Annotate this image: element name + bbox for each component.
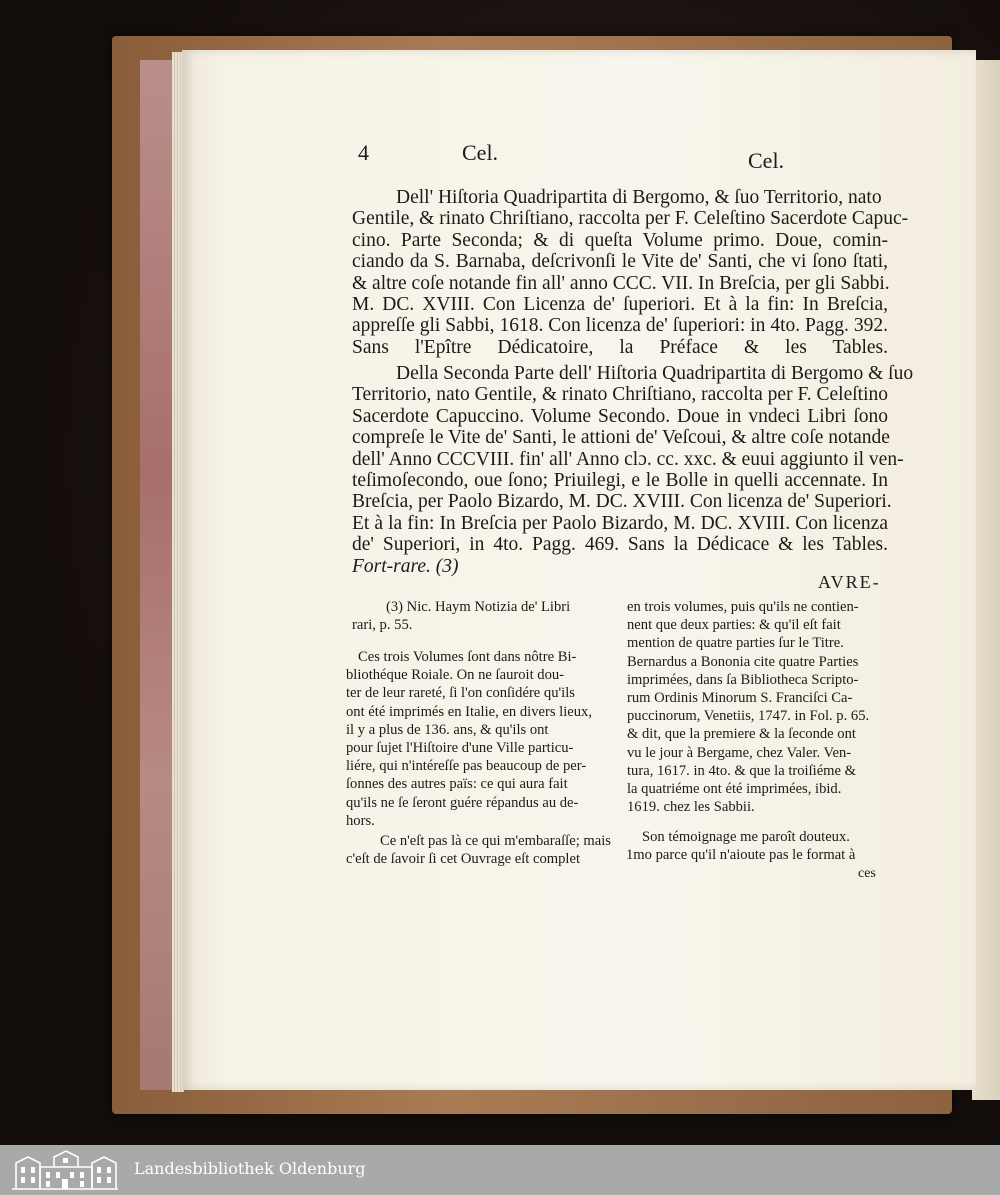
column-line: Ces trois Volumes ſont dans nôtre Bi- — [358, 649, 577, 665]
column-line: Ce n'eſt pas là ce qui m'embaraſſe; mais — [380, 833, 611, 849]
left-column-paragraph-2 — [346, 832, 610, 868]
library-footer-bar — [0, 1145, 1000, 1195]
entry-line: Breſcia, per Paolo Bizardo, M. DC. XVIII. Con licenza de' Superiori. — [352, 491, 892, 513]
column-line: il y a plus de 136. ans, & qu'ils ont — [346, 721, 549, 738]
column-line: vu le jour à Bergame, chez Valer. Ven- — [627, 744, 852, 761]
entry-line: Dell' Hiſtoria Quadripartita di Bergomo, & ſuo Territorio, nato — [396, 187, 882, 208]
library-name: Landesbibliothek Oldenburg — [134, 1159, 366, 1178]
running-head-right: Cel. — [748, 148, 785, 173]
column-line: puccinorum, Venetiis, 1747. in Fol. p. 65. — [627, 708, 870, 725]
column-line: Bernardus a Bononia cite quatre Parties — [627, 653, 859, 670]
right-column-paragraph-2 — [626, 828, 890, 864]
column-line: pour ſujet l'Hiſtoire d'une Ville particu- — [346, 740, 574, 757]
column-line: tura, 1617. in 4to. & que la troiſiéme & — [627, 762, 856, 779]
entry-2 — [352, 363, 914, 577]
column-line: Son témoignage me paroît douteux. — [642, 829, 850, 845]
right-column-paragraph-1 — [627, 598, 889, 816]
entry-line: appreſſe gli Sabbi, 1618. Con licenza de' ſuperiori: in 4to. Pagg. 392. — [352, 315, 888, 337]
column-line: mention de quatre parties ſur le Titre. — [627, 635, 844, 652]
entry-line: cino. Parte Seconda; & di queſta Volume primo. Doue, comin- — [352, 229, 888, 251]
page-number: 4 — [358, 140, 369, 165]
right-page-edge — [972, 60, 1000, 1100]
column-catchword: ces — [858, 866, 876, 881]
entry-line: Sans l'Epître Dédicatoire, la Préface & les Tables. — [352, 336, 888, 358]
column-line: c'eſt de ſavoir ſi cet Ouvrage eſt complet — [346, 851, 581, 868]
column-line: liére, qui n'intéreſſe pas beaucoup de per- — [346, 758, 587, 775]
footnote-line: rari, p. 55. — [352, 617, 413, 634]
library-building-icon — [8, 1149, 122, 1191]
entry-1 — [352, 187, 909, 358]
footnote — [352, 598, 612, 634]
column-line: ont été imprimés en Italie, en divers lieux, — [346, 703, 592, 720]
column-line: ſonnes des autres païs: ce qui aura fait — [346, 776, 568, 793]
column-line: en trois volumes, puis qu'ils ne contien- — [627, 599, 859, 615]
entry-line: M. DC. XVIII. Con Licenza de' ſuperiori. Et à la fin: In Breſcia, — [352, 294, 888, 316]
entry-line: de' Superiori, in 4to. Pagg. 469. Sans la Dédicace & les Tables. — [352, 534, 888, 556]
entry-line: Territorio, nato Gentile, & rinato Chriſtiano, raccolta per F. Celeſtino — [352, 384, 888, 406]
entry-line: Della Seconda Parte dell' Hiſtoria Quadripartita di Bergomo & ſuo — [396, 363, 914, 384]
entry-line: compreſe le Vite de' Santi, le attioni de' Veſcoui, & altre coſe notande — [352, 427, 890, 449]
entry-line: ciando da S. Barnaba, deſcrivonſi le Vite de' Santi, che vi ſono ſtati, — [352, 251, 888, 273]
column-line: ter de leur rareté, ſi l'on conſidére qu'ils — [346, 685, 575, 702]
column-line: imprimées, dans ſa Bibliotheca Scripto- — [627, 671, 859, 688]
entry-line: Sacerdote Capuccino. Volume Secondo. Doue in vndeci Libri ſono — [352, 405, 888, 427]
column-line: hors. — [346, 812, 375, 829]
entry-line: Fort-rare. (3) — [352, 555, 459, 577]
running-head-left: Cel. — [462, 140, 499, 165]
catchword: AVRE- — [818, 572, 881, 592]
column-line: rum Ordinis Minorum S. Franciſci Ca- — [627, 690, 853, 707]
left-column-paragraph-1 — [346, 648, 610, 830]
entry-line: & altre coſe notande fin all' anno CCC. VII. In Breſcia, per gli Sabbi. — [352, 272, 890, 294]
column-line: nent que deux parties: & qu'il eſt fait — [627, 617, 841, 634]
column-line: qu'ils ne ſe ſeront guére répandus au de- — [346, 794, 579, 811]
entry-line: Et à la fin: In Breſcia per Paolo Bizardo, M. DC. XVIII. Con licenza — [352, 512, 888, 534]
footnote-line: (3) Nic. Haym Notizia de' Libri — [386, 599, 571, 615]
column-line: la quatriéme ont été imprimées, ibid. — [627, 781, 842, 798]
book-spine — [140, 60, 174, 1090]
entry-line: teſimoſecondo, oue ſono; Priuilegi, e le Bolle in quelli accennate. In — [352, 470, 888, 492]
column-line: 1mo parce qu'il n'aioute pas le format à — [626, 847, 856, 864]
entry-line: dell' Anno CCCVIII. fin' all' Anno clɔ. cc. xxc. & euui aggiunto il ven- — [352, 448, 904, 470]
column-line: & dit, que la premiere & la ſeconde ont — [627, 726, 856, 743]
column-line: bliothéque Roiale. On ne ſauroit dou- — [346, 667, 565, 684]
entry-line: Gentile, & rinato Chriſtiano, raccolta per F. Celeſtino Sacerdote Capuc- — [352, 208, 909, 230]
column-line: 1619. chez les Sabbii. — [627, 799, 755, 816]
